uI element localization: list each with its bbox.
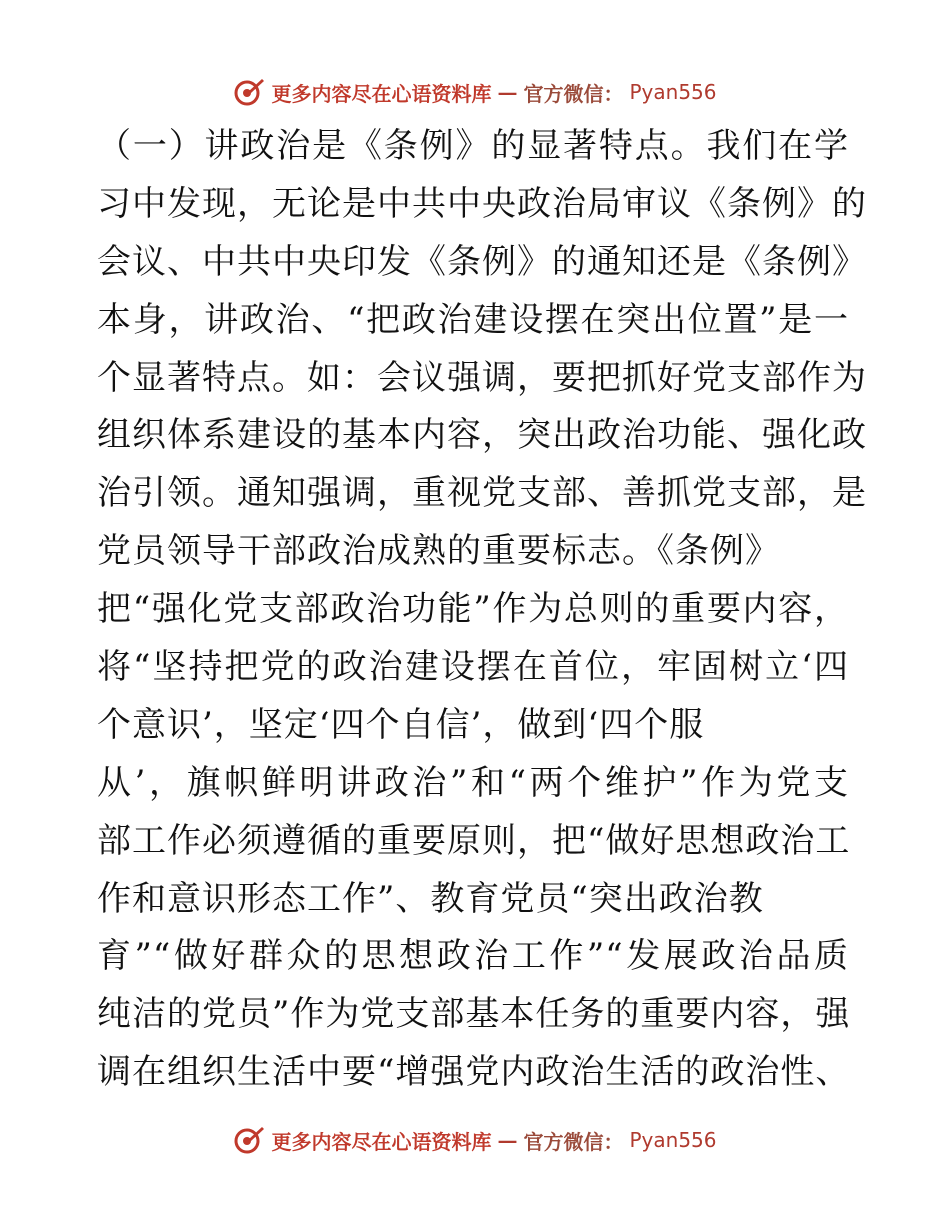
text-line: 习中发现，无论是中共中央政治局审议《条例》的 <box>97 183 867 224</box>
text-line: 作和意识形态工作”、教育党员“突出政治教 <box>97 878 764 919</box>
text-line: 个意识’，坚定‘四个自信’，做到‘四个服 <box>97 704 705 745</box>
text-line: 从’，旗帜鲜明讲政治”和“两个维护”作为党支 <box>97 762 849 803</box>
text-line: 本身，讲政治、“把政治建设摆在突出位置”是一 <box>97 299 849 340</box>
text-line: 部工作必须遵循的重要原则，把“做好思想政治工 <box>97 820 851 861</box>
text-line: 将“坚持把党的政治建设摆在首位，牢固树立‘四 <box>97 647 849 688</box>
watermark-site-text: 更多内容尽在心语资料库 <box>271 1129 492 1154</box>
footer-watermark <box>0 1120 950 1160</box>
text-line: 个显著特点。如：会议强调，要把抓好党支部作为 <box>97 357 867 398</box>
text-line: 调在组织生活中要“增强党内政治生活的政治性、 <box>97 1052 851 1093</box>
text-line: 党员领导干部政治成熟的重要标志。《条例》 <box>97 531 780 572</box>
watermark-separator: — <box>497 80 518 104</box>
text-line: 纯洁的党员”作为党支部基本任务的重要内容，强 <box>97 994 851 1035</box>
text-line: 会议、中共中央印发《条例》的通知还是《条例》 <box>97 241 867 282</box>
watermark-label: 官方微信： <box>523 1129 624 1154</box>
pen-logo-icon <box>233 1124 265 1156</box>
text-line: 育”“做好群众的思想政治工作”“发展政治品质 <box>97 936 849 977</box>
pen-logo-icon <box>233 76 265 108</box>
text-line: 把“强化党支部政治功能”作为总则的重要内容， <box>97 589 849 630</box>
document-body <box>97 118 867 1102</box>
header-watermark <box>0 72 950 112</box>
text-line: （一）讲政治是《条例》的显著特点。我们在学 <box>97 126 849 166</box>
watermark-label: 官方微信： <box>523 81 624 106</box>
watermark-site-text: 更多内容尽在心语资料库 <box>271 81 492 106</box>
watermark-wechat-id: Pyan556 <box>629 80 717 104</box>
text-line: 治引领。通知强调，重视党支部、善抓党支部，是 <box>97 473 867 514</box>
watermark-separator: — <box>497 1128 518 1152</box>
text-line: 组织体系建设的基本内容，突出政治功能、强化政 <box>97 415 867 456</box>
watermark-wechat-id: Pyan556 <box>629 1128 717 1152</box>
